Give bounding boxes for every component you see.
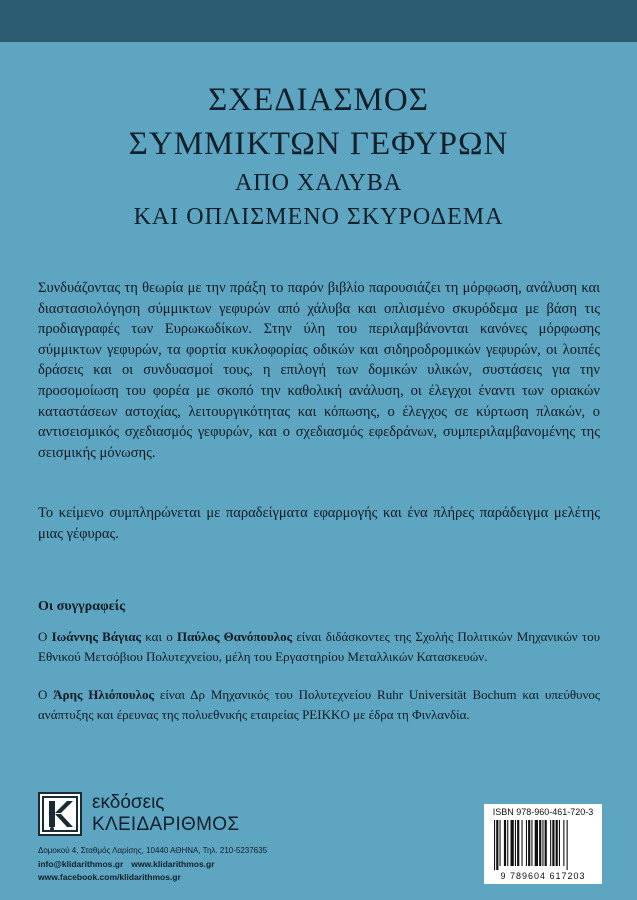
publisher-name-line-2: ΚΛΕΙΔΑΡΙΘΜΟΣ [92,814,240,835]
barcode-number: 9 789604 617203 [500,871,586,881]
description-paragraph-2: Το κείμενο συμπληρώνεται με παραδείγματα εφαρμογής και ένα πλήρες παράδειγμα μελέτης μιας γέφυρας. [38,505,600,542]
isbn-barcode-box [484,804,602,884]
publisher-name-line-1: εκδόσεις [92,792,165,813]
description-paragraph-1: Συνδυάζοντας τη θεωρία με την πράξη το παρόν βιβλίο παρουσιάζει τη μόρφωση, ανάλυση και διαστασιολόγηση σύμμικτων γεφυρών από χάλυβα και οπλισμένο σκυρόδεμα με βάση τις προδιαγραφές των Ευρωκωδίκων. Στην ύλη του περιλαμβάνονται κανόνες μόρφωσης σύμμικτων γεφυρών, τα φορτία κυκλοφορίας οδικών και σιδηροδρομικών γεφυρών, οι λοιπές δράσεις και οι συνδυασμοί τους, η επιλογή των δομικών υλικών, συστάσεις για την προσομοίωση του φορέα με σκοπό την καθολική ανάλυση, οι έλεγχοι έναντι των οριακών καταστάσεων αστοχίας, λειτουργικότητας και κόπωσης, ο έλεγχος σε κύρτωση πλακών, ο αντισεισμικός σχεδιασμός γεφυρών, και ο σχεδιασμός εφεδράνων, συμπεριλαμβανομένης της σεισμικής μόνωσης. [38,280,600,461]
publisher-website[interactable]: www.klidarithmos.gr [131,859,215,869]
author-bio-1-prefix: Ο [38,629,52,644]
author-bio-2-text: είναι Δρ Μηχανικός του Πολυτεχνείου Ruhr Universität Bochum και υπεύθυνος ανάπτυξης και έρευνας της πολυεθνικής εταιρείας PEIKKO με έδρα τη Φινλανδία. [38,687,601,722]
author-name-thanopoulos: Παύλος Θανόπουλος [176,629,293,644]
title-line-1: ΣΧΕΔΙΑΣΜΟΣ [208,82,429,118]
publisher-facebook[interactable]: www.facebook.com/klidarithmos.gr [38,872,181,882]
top-color-band [0,0,637,42]
publisher-email[interactable]: info@klidarithmos.gr [38,859,124,869]
author-bio-1 [38,627,600,667]
isbn-label: ISBN 978-960-461-720-3 [492,807,594,817]
author-bio-2 [38,685,600,725]
publisher-contact [38,859,215,869]
title-line-2: ΣΥΜΜΙΚΤΩΝ ΓΕΦΥΡΩΝ [128,126,509,162]
author-bio-1-text: είναι διδάσκοντες της Σχολής Πολιτικών Μηχανικών του Εθνικού Μετσόβιου Πολυτεχνείου, μέλη του Εργαστηρίου Μεταλλικών Κατασκευών. [38,629,601,664]
author-name-vagias: Ιωάννης Βάγιας [51,629,141,644]
title-line-3: ΑΠΟ ΧΑΛΥΒΑ [234,170,403,196]
k-key-logo-icon [38,792,82,836]
author-bio-2-prefix: Ο [38,687,54,702]
author-bio-1-mid: και ο [140,629,177,644]
barcode-icon [492,820,594,870]
author-name-iliopoulos: Άρης Ηλιόπουλος [53,687,155,702]
book-title [0,78,637,234]
title-line-4: ΚΑΙ ΟΠΛΙΣΜΕΝΟ ΣΚΥΡΟΔΕΜΑ [133,204,504,230]
authors-heading: Οι συγγραφείς [38,599,125,614]
publisher-address: Δομοκού 4, Σταθμός Λαρίσης, 10440 ΑΘΗΝΑ, Τηλ. 210-5237635 [38,846,268,855]
